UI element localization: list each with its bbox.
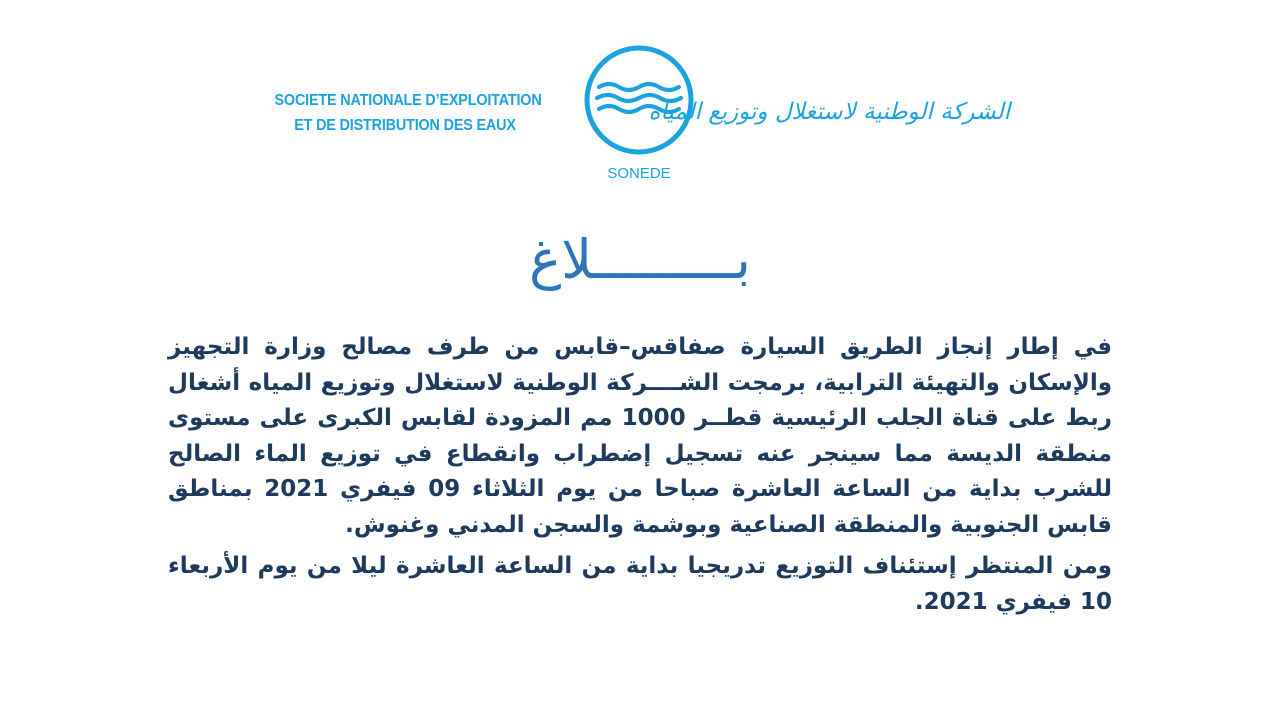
org-name-french: [274, 88, 542, 138]
notice-paragraph-2: ومن المنتظر إستئناف التوزيع تدريجيا بداية من الساعة العاشرة ليلا من يوم الأربعاء 10 فيفري 2021.: [168, 553, 1112, 615]
org-name-french-line1: SOCIETE NATIONALE D’EXPLOITATION: [274, 92, 542, 109]
org-name-french-line2: ET DE DISTRIBUTION DES EAUX: [294, 117, 516, 134]
notice-paragraph-1: في إطار إنجاز الطريق السيارة صفاقس–قابس من طرف مصالح وزارة التجهيز والإسكان والتهيئة الترابية، برمجت الشــــركة الوطنية لاستغلال وتوزيع المياه أشغال ربط على قناة الجلب الرئيسية قطــر 1000 مم المزودة لقابس الكبرى على مستوى منطقة الديسة مما سينجر عنه تسجيل إضطراب وانقطاع في توزيع الماء الصالح للشرب بداية من الساعة العاشرة صباحا من يوم الثلاثاء 09 فيفري 2021 بمناطق قابس الجنوبية والمنطقة الصناعية وبوشمة والسجن المدني وغنوش.: [168, 334, 1113, 538]
notice-title: بـــــــــلاغ: [529, 228, 751, 291]
logo-text: SONEDE: [607, 165, 671, 182]
notice-body: [168, 330, 1112, 620]
org-name-arabic: الشركة الوطنية لاستغلال وتوزيع المياه: [648, 99, 1010, 125]
